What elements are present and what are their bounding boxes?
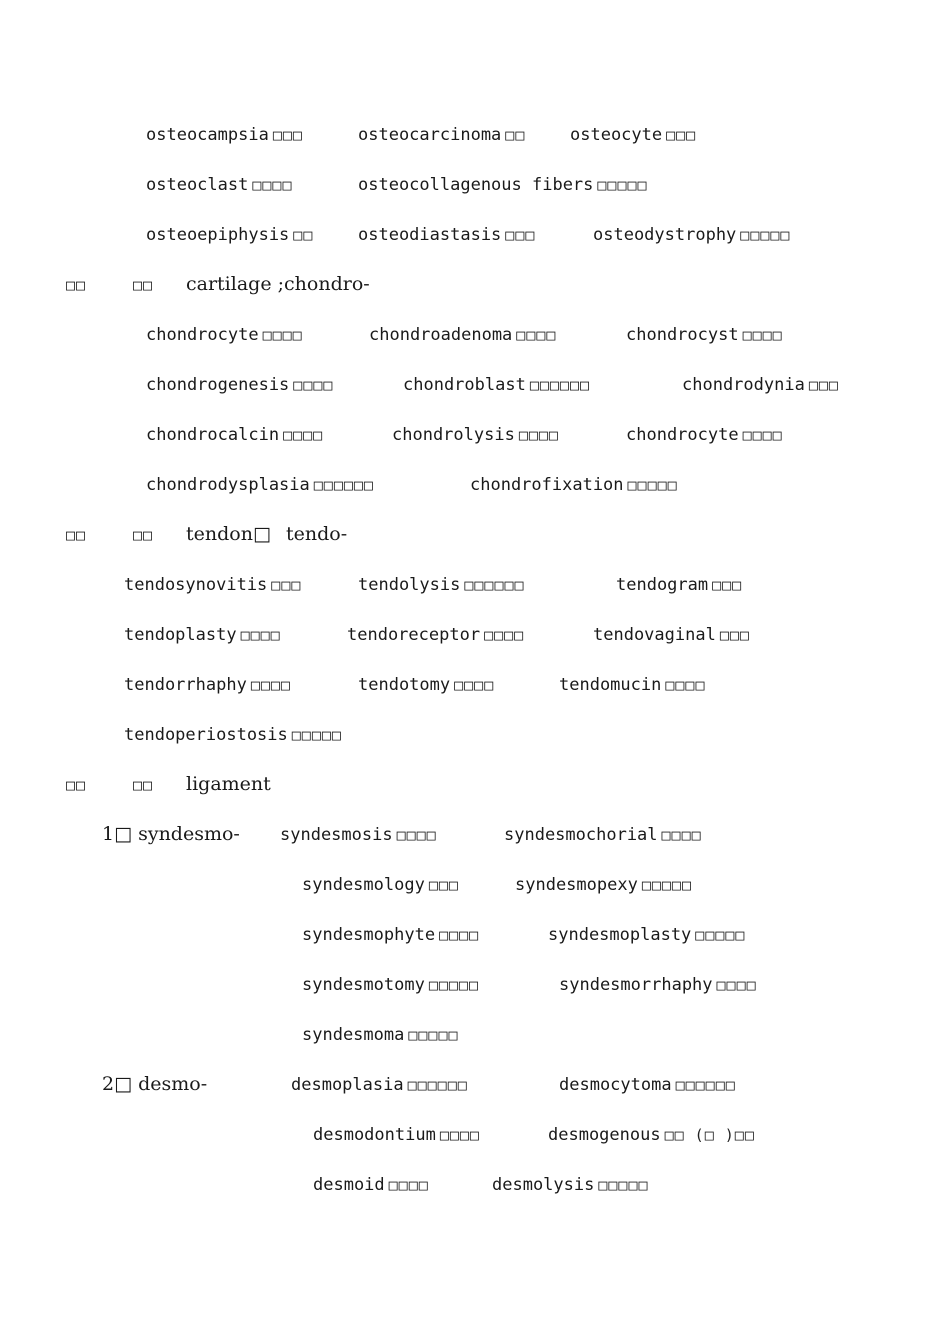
term-entry	[470, 472, 678, 497]
term-text: chondrocyte	[146, 325, 259, 345]
translation-text: □□□□□□	[529, 376, 591, 394]
translation-text: □□□□	[716, 976, 757, 994]
term-text: syndesmophyte	[302, 925, 436, 945]
term-entry	[369, 322, 556, 347]
term-entry	[124, 672, 291, 697]
term-text: cartilage ;chondro-	[186, 273, 370, 295]
section-heading	[186, 522, 271, 546]
translation-text: □□□□□	[428, 976, 479, 994]
term-entry	[559, 1072, 736, 1097]
translation-text: □□□□	[439, 926, 480, 944]
translation-text: □□□□	[661, 826, 702, 844]
term-entry	[302, 922, 479, 947]
term-text: tendoreceptor	[347, 625, 481, 645]
translation-text: □□□	[428, 876, 459, 894]
translation-text: □□□	[272, 126, 303, 144]
term-entry	[559, 972, 757, 997]
translation-text: □□	[133, 276, 154, 294]
translation-text: □□ (□ )□□	[664, 1126, 755, 1144]
term-entry	[146, 372, 333, 397]
translation-text: □□□□	[396, 826, 437, 844]
term-entry	[593, 622, 750, 647]
translation-text: □□	[505, 126, 526, 144]
translation-text: □□□□	[293, 376, 334, 394]
term-text: chondrocalcin	[146, 425, 280, 445]
translation-text: □□□□□	[695, 926, 746, 944]
term-text: tendovaginal	[593, 625, 716, 645]
translation-text: □□□□□	[641, 876, 692, 894]
translation-text: □□	[133, 526, 154, 544]
term-text: desmolysis	[492, 1175, 595, 1195]
term-text: desmodontium	[313, 1125, 436, 1145]
translation-text: □□□□□□	[407, 1076, 468, 1094]
translation-text: □□□□	[439, 1126, 480, 1144]
translation-text: □□□□□	[627, 476, 678, 494]
term-entry	[616, 572, 742, 597]
term-text: osteocyte	[570, 125, 663, 145]
term-text: syndesmosis	[280, 825, 393, 845]
term-entry	[302, 1022, 459, 1047]
translation-text: □□□□	[516, 326, 557, 344]
section-heading	[133, 522, 153, 547]
term-entry	[146, 472, 374, 497]
term-text: tendosynovitis	[124, 575, 268, 595]
term-entry	[626, 422, 783, 447]
translation-text: □□□	[271, 576, 302, 594]
term-text: tendorrhaphy	[124, 675, 247, 695]
term-entry	[146, 122, 303, 147]
section-heading	[133, 772, 153, 797]
translation-text: □□□□□	[408, 1026, 459, 1044]
translation-text: □□□□	[240, 626, 281, 644]
term-entry	[492, 1172, 649, 1197]
term-entry	[548, 1122, 755, 1147]
term-entry	[124, 722, 342, 747]
translation-text: □□□□	[518, 426, 559, 444]
term-entry	[280, 822, 437, 847]
term-text: tendoplasty	[124, 625, 237, 645]
term-entry	[559, 672, 705, 697]
term-entry	[347, 622, 524, 647]
term-entry	[403, 372, 590, 397]
term-text: tendolysis	[358, 575, 461, 595]
term-entry	[302, 872, 459, 897]
translation-text: □□	[66, 776, 87, 794]
term-entry	[593, 222, 790, 247]
term-text: osteoclast	[146, 175, 249, 195]
term-entry	[146, 222, 313, 247]
translation-text: □□□□□	[598, 1176, 649, 1194]
term-text: syndesmotomy	[302, 975, 425, 995]
term-entry	[358, 222, 535, 247]
term-text: tendo-	[286, 523, 348, 545]
term-text: syndesmoplasty	[548, 925, 692, 945]
term-entry	[570, 122, 696, 147]
term-text: syndesmopexy	[515, 875, 638, 895]
term-text: tendogram	[616, 575, 709, 595]
term-text: osteocollagenous fibers	[358, 175, 594, 195]
section-heading	[286, 522, 347, 546]
translation-text: □□□□	[250, 676, 291, 694]
term-entry	[124, 622, 281, 647]
term-text: tendomucin	[559, 675, 662, 695]
translation-text: □□□□	[283, 426, 324, 444]
term-entry	[358, 172, 648, 197]
term-entry	[146, 172, 292, 197]
translation-text: □□□	[712, 576, 743, 594]
term-entry	[146, 322, 303, 347]
term-text: desmocytoma	[559, 1075, 672, 1095]
term-text: osteocarcinoma	[358, 125, 502, 145]
term-text: syndesmochorial	[504, 825, 658, 845]
translation-text: □□□□	[388, 1176, 429, 1194]
translation-text: □□□□□□	[675, 1076, 736, 1094]
term-text: osteodystrophy	[593, 225, 737, 245]
term-text: tendoperiostosis	[124, 725, 288, 745]
term-entry	[291, 1072, 468, 1097]
term-entry	[313, 1172, 429, 1197]
term-entry	[626, 322, 783, 347]
term-text: 1□ syndesmo-	[102, 823, 240, 845]
term-text: tendotomy	[358, 675, 451, 695]
term-text: syndesmorrhaphy	[559, 975, 713, 995]
translation-text: □□	[66, 526, 87, 544]
translation-text: □□	[66, 276, 87, 294]
translation-text: □□	[133, 776, 154, 794]
term-entry	[358, 572, 525, 597]
term-entry	[504, 822, 702, 847]
term-entry	[548, 922, 745, 947]
translation-text: □□□□	[454, 676, 495, 694]
term-text: chondrocyst	[626, 325, 739, 345]
translation-text: □□□□	[262, 326, 303, 344]
term-text: chondroblast	[403, 375, 526, 395]
translation-text: □□□□□□	[313, 476, 374, 494]
translation-text: □□□□	[484, 626, 525, 644]
term-entry	[515, 872, 692, 897]
translation-text: □□□□□	[597, 176, 648, 194]
translation-text: □□□	[666, 126, 697, 144]
term-text: chondrodysplasia	[146, 475, 310, 495]
translation-text: □□□□□	[291, 726, 342, 744]
section-heading	[186, 272, 370, 296]
term-entry	[146, 422, 323, 447]
term-entry	[302, 972, 479, 997]
term-entry	[682, 372, 839, 397]
term-text: desmogenous	[548, 1125, 661, 1145]
translation-text: □□□□	[742, 426, 783, 444]
translation-text: □□□□	[252, 176, 293, 194]
term-text: osteocampsia	[146, 125, 269, 145]
section-heading	[66, 772, 86, 797]
term-text: tendon□	[186, 523, 271, 545]
translation-text: □□□□□□	[464, 576, 525, 594]
term-text: ligament	[186, 773, 271, 795]
term-text: chondroadenoma	[369, 325, 513, 345]
term-text: desmoid	[313, 1175, 385, 1195]
term-entry	[102, 822, 240, 846]
term-entry	[358, 672, 494, 697]
term-text: syndesmology	[302, 875, 425, 895]
translation-text: □□□□□	[740, 226, 791, 244]
term-text: chondrocyte	[626, 425, 739, 445]
term-text: 2□ desmo-	[102, 1073, 208, 1095]
term-text: chondrolysis	[392, 425, 515, 445]
term-text: chondrodynia	[682, 375, 805, 395]
section-heading	[133, 272, 153, 297]
term-text: desmoplasia	[291, 1075, 404, 1095]
section-heading	[66, 272, 86, 297]
translation-text: □□	[293, 226, 314, 244]
term-text: osteodiastasis	[358, 225, 502, 245]
translation-text: □□□	[719, 626, 750, 644]
term-text: chondrofixation	[470, 475, 624, 495]
section-heading	[186, 772, 271, 796]
term-entry	[392, 422, 559, 447]
translation-text: □□□	[505, 226, 536, 244]
term-text: chondrogenesis	[146, 375, 290, 395]
translation-text: □□□□	[742, 326, 783, 344]
translation-text: □□□	[808, 376, 839, 394]
term-entry	[124, 572, 301, 597]
term-entry	[313, 1122, 480, 1147]
term-entry	[102, 1072, 207, 1096]
translation-text: □□□□	[665, 676, 706, 694]
term-entry	[358, 122, 525, 147]
term-text: osteoepiphysis	[146, 225, 290, 245]
section-heading	[66, 522, 86, 547]
term-text: syndesmoma	[302, 1025, 405, 1045]
